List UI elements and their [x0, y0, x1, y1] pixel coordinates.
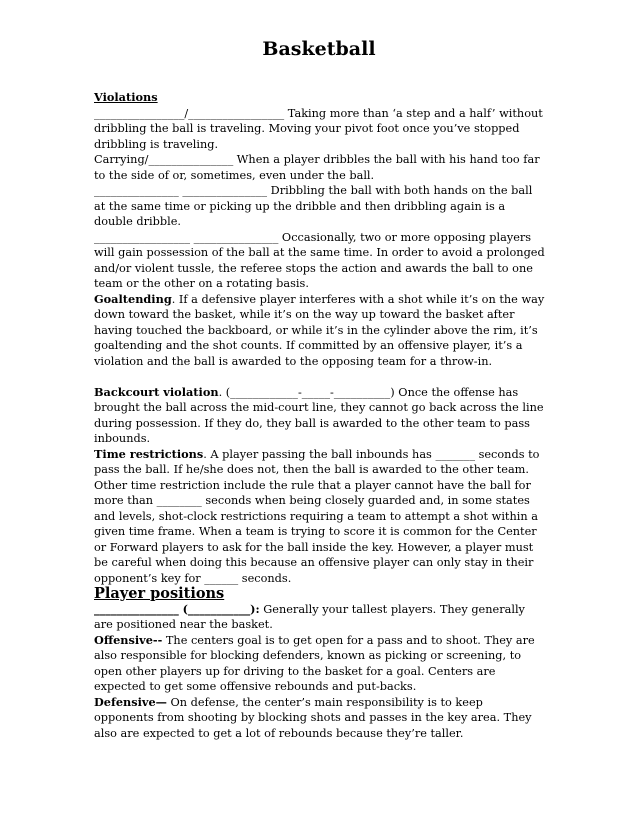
defensive-label: Defensive— [94, 694, 167, 709]
time-restrictions-text: . A player passing the ball inbounds has _______ seconds to pass the ball. If he/she does not, then the ball is awarded to the other team. Other time restriction include the rule that a player cannot have the ball for more than ________ seconds when being closely guarded and, in some states and levels, shot-clock restrictions requiring a team to attempt a shot within a given time frame. When a team is trying to score it is common for the Center or Forward players to ask for the ball inside the key. However, a player must be careful when doing this because an offensive player can only stay in their opponent’s key for ______ seconds. [94, 447, 540, 585]
backcourt-paragraph [94, 385, 546, 447]
document-body [94, 90, 546, 741]
double-dribble-paragraph: _______________ _______________ Dribbling the ball with both hands on the ball at the same time or picking up the dribble and then dribbling again is a double dribble. [94, 184, 533, 228]
defensive-text: On defense, the center’s main responsibility is to keep opponents from shooting by blocking shots and passes in the key area. They also are expected to get a lot of rebounds because they’re taller. [94, 695, 532, 740]
goaltending-label: Goaltending [94, 291, 172, 306]
player-positions-heading: Player positions [94, 585, 225, 602]
paragraph-gap [94, 369, 546, 385]
backcourt-label: Backcourt violation [94, 384, 219, 399]
goaltending-paragraph [94, 292, 546, 370]
center-paragraph [94, 602, 546, 633]
center-text: Generally your tallest players. They generally are positioned near the basket. [94, 602, 525, 631]
carrying-paragraph: Carrying/_______________ When a player dribbles the ball with his hand too far to the side of or, sometimes, even under the ball. [94, 153, 540, 182]
center-label: _______________ (___________): [94, 601, 260, 616]
backcourt-text: . (____________-_____-__________) Once the offense has brought the ball across the mid-court line, they cannot go back across the line during possession. If they do, they ball is awarded to the other team to pass inbounds. [94, 385, 544, 445]
goaltending-text: . If a defensive player interferes with a shot while it’s on the way down toward the basket, while it’s on the way up toward the basket after having touched the backboard, or while it’s in the cylinder above the rim, it’s goaltending and the shot counts. If committed by an offensive player, it’s a violation and the ball is awarded to the opposing team for a throw-in. [94, 292, 545, 368]
offensive-label: Offensive-- [94, 632, 163, 647]
held-ball-paragraph: _________________ _______________ Occasionally, two or more opposing players will gain possession of the ball at the same time. In order to avoid a prolonged and/or violent tussle, the referee stops the action and awards the ball to one team or the other on a rotating basis. [94, 230, 545, 290]
traveling-paragraph: ________________/_________________ Taking more than ‘a step and a half’ without dribbling the ball is traveling. Moving your pivot foot once you’ve stopped dribbling is traveling. [94, 106, 543, 151]
offensive-text: The centers goal is to get open for a pass and to shoot. They are also responsible for blocking defenders, known as picking or screening, to open other players up for driving to the basket for a goal. Centers are expected to get some offensive rebounds and put-backs. [94, 633, 535, 693]
defensive-paragraph [94, 695, 546, 742]
violations-heading: Violations [94, 90, 158, 104]
time-restrictions-label: Time restrictions [94, 446, 204, 461]
document-title: Basketball [262, 38, 376, 60]
time-restrictions-paragraph [94, 447, 546, 587]
offensive-paragraph [94, 633, 546, 695]
